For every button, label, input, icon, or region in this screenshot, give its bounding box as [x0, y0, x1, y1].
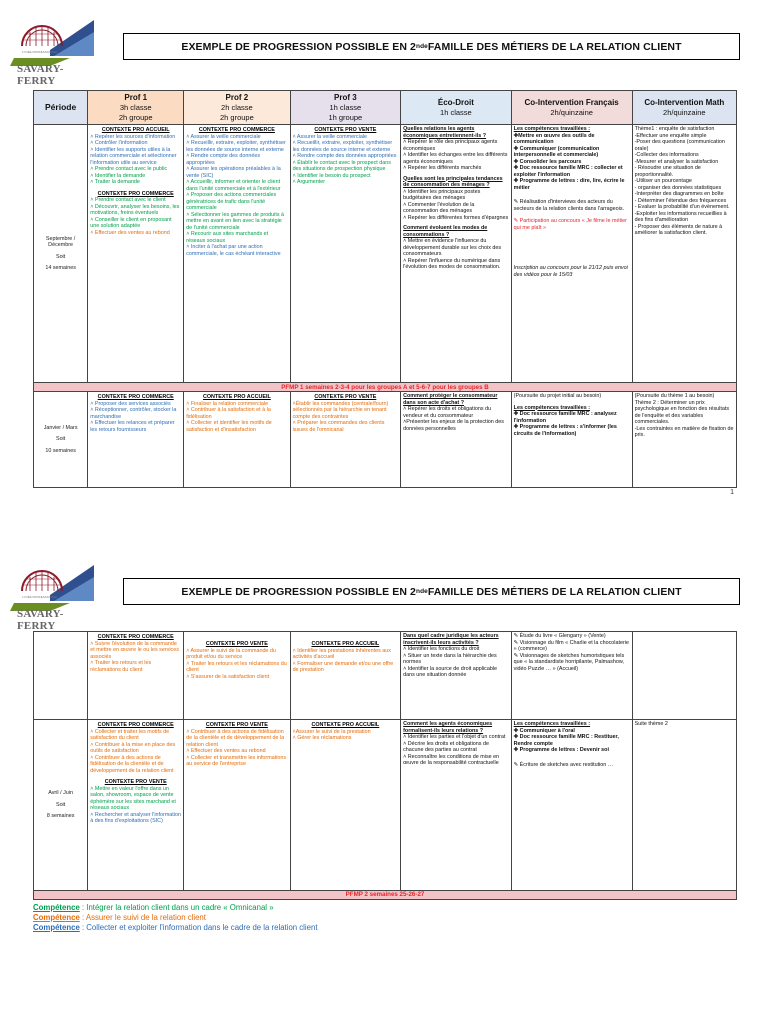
- list-item: ˄ Identifier la demande: [90, 172, 146, 179]
- list-item: ✎ Visionnage du film « Charlie et la chocolaterie » (commerce): [513, 639, 629, 652]
- list-item: ✚ Doc ressource famille MRC : Restituer, Rendre compte: [513, 734, 619, 747]
- prof1-cell: CONTEXTE PRO COMMERCE ˄ Collecter et traiter les motifs de satisfaction du client ˄ Contribuer à la mise en place des outils de satisfaction ˄ Contribuer à des actions de fidélisation de la clientèle et de développement de la relation client CONTEXTE PRO VENTE ˄ Mettre en valeur l'offre dans un salon, showroom, espace de vente éphémère sur les sites marchand et réseaux sociaux ˄ Rechercher et analyser l'information à des fins d'exploitations (SIC): [88, 720, 184, 891]
- list-item: ˄ Effectuer des ventes au rebond: [186, 748, 266, 755]
- table-row: [34, 392, 737, 488]
- period-cell: Avril / Juin Soit 8 semaines: [34, 720, 88, 891]
- co-intervention-francais-cell: (Poursuite du projet initial au besoin) Les compétences travaillées : ✚ Doc ressource famille MRC : analysez l'information ✚ Programme de lettres : s'informer (les circuits de l'information): [511, 392, 632, 488]
- list-item: ˄ Identifier les échanges entre les différents agents économiques: [403, 152, 508, 165]
- co-intervention-math-cell: [632, 632, 736, 720]
- list-item: ˄ Conseiller le client en proposant une solution adaptée: [90, 216, 172, 229]
- list-item: ˄ Identifier les principaux postes budgétaires des ménages: [403, 188, 481, 201]
- list-item: (Poursuite du thème 1 au besoin): [634, 393, 715, 399]
- co-intervention-francais-cell: [511, 632, 632, 720]
- list-item: ˄ S'assurer de la satisfaction client: [186, 673, 270, 680]
- list-item: ˄ Contribuer à des actions de fidélisation de la clientèle et de développement de la relation client: [186, 728, 285, 748]
- list-item: ✚ Programme de lettres : Devenir soi: [513, 747, 609, 754]
- prof2-cell: CONTEXTE PRO ACCUEIL ˄ Finaliser la relation commerciale ˄ Contribuer à la satisfaction et à la fidélisation ˄ Collecter et identifier les motifs de satisfaction et d'insatisfaction: [184, 392, 290, 488]
- pfmp-2-band: PFMP 2 semaines 25-26-27: [34, 890, 737, 899]
- prof3-cell: CONTEXTE PRO VENTE ˄Établir les commandes (centrale/fourn) sélectionnés par la hiérarchie en tenant compte des contraintes ˄ Préparer les commandes des clients issues de l'omnicanal: [290, 392, 401, 488]
- prof3-cell: CONTEXTE PRO ACCUEIL ˄Assurer le suivi de la prestation ˄ Gérer les réclamations: [290, 720, 401, 891]
- eco-droit-cell: Comment protéger le consommateur dans son acte d'achat ? ˄ Repérer les droits et obligations du vendeur et du consommateur ˄Présenter les enjeux de la protection des données personnelles: [401, 392, 512, 488]
- list-item: ˄ Rechercher et analyser l'information à des fins d'exploitations (SIC): [90, 811, 182, 825]
- header-co-intervention-francais: Co-Intervention Français 2h/quinzaine: [511, 91, 632, 125]
- list-item: ˄ Identifier les prestations inhérentes aux activités d'accueil: [292, 647, 391, 660]
- page-2: [0, 545, 768, 1024]
- list-item: ˄ Contribuer à la satisfaction et à la fidélisation: [186, 407, 271, 420]
- list-item: ˄ Décrire les droits et obligations de chacune des parties au contrat: [403, 740, 489, 754]
- list-item: ˄ Repérer les différents marchés: [403, 165, 482, 171]
- co-intervention-math-cell: Suite thème 2: [632, 720, 736, 891]
- progression-table-2: [33, 631, 737, 900]
- list-item: ˄ Réceptionner, contrôler, stocker la marchandise: [90, 407, 177, 420]
- list-item: ✚ Consolider les parcours: [513, 158, 582, 165]
- eco-droit-cell: Comment les agents économiques formalisent-ils leurs relations ? ˄ Identifier les parties et l'objet d'un contrat ˄ Décrire les droits et obligations de chacune des parties au contrat ˄ Reconnaître les conditions de mise en œuvre de la responsabilité contractuelle: [401, 720, 512, 891]
- list-item: ˄ Collecter et identifier les motifs de satisfaction et d'insatisfaction: [186, 420, 272, 433]
- list-item: ˄ Accueillir, informer et orienter le client dans l'unité commerciale et à l'extérieur: [186, 179, 281, 192]
- list-item: ˄ Repérer les différentes formes d'épargnes: [403, 214, 509, 221]
- legend-item-omnicanal: [33, 903, 317, 913]
- list-item: -Utiliser un pourcentage: [634, 178, 692, 184]
- co-intervention-francais-cell: Les compétences travaillées : ✚Mettre en œuvre des outils de communication ✚ Communiquer (communication interpersonnelle et commerciale) ✚ Consolider les parcours ✚ Doc ressource famille MRC : collecter et exploiter l'information ✚ Programme de lettres : dire, lire, écrire le métier ✎ Réalisation d'interviews des acteurs du secteurs de la relation clients dans l'arrageois. ✎ Participation au concours « Je filme le métier qui me plaît » Inscription au concours pour le 21/12 puis envoi des vidéos pour le 15/03: [511, 125, 632, 383]
- list-item: Thème 2 : Déterminer un prix psychologique en fonction des résultats de l'enquête et des variables commerciales.: [634, 399, 730, 425]
- list-item: ˄ Repérer l'influence du numérique dans l'évolution des modes de consommation.: [403, 257, 501, 270]
- list-item: ˄ Recueillir, extraire, exploiter, synthétiser les données de source interne et externe: [292, 140, 393, 153]
- header-prof3: Prof 3 1h classe 1h groupe: [290, 91, 401, 125]
- prof2-cell: CONTEXTE PRO COMMERCE ˄ Assurer la veille commerciale ˄ Recueillir, extraire, exploiter, synthétiser les données de source interne et externe ˄ Rendre compte des données appropriées ˄ Assurer les opérations préalables à la vente (SIC) ˄ Accueillir, informer et orienter le client dans l'unité commerciale et à l'extérieur ˄ Proposer des actions commerciales génératrices de trafic dans l'unité commerciale ˄ Sélectionner les gammes de produits à mettre en avant en lien avec la stratégie de l'unité commerciale ˄ Recourir aux sites marchands et réseaux sociaux ˄ Inciter à l'achat par une action commerciale, le cas échéant interactive: [184, 125, 290, 383]
- header-co-intervention-math: Co-Intervention Math 2h/quinzaine: [632, 91, 736, 125]
- period-cell: Septembre / Décembre Soit 14 semaines: [34, 125, 88, 383]
- list-item: ˄ Établir le contact avec le prospect dans des situations de prospection physique: [292, 159, 391, 172]
- co-intervention-math-cell: [632, 392, 736, 488]
- list-item: ✚ Communiquer à l'oral: [513, 727, 575, 734]
- list-item: ✚Mettre en œuvre des outils de communication: [513, 132, 595, 145]
- list-item: ✚ Doc ressource famille MRC : collecter et exploiter l'information: [513, 165, 623, 178]
- list-item: ˄ Gérer les réclamations: [292, 735, 352, 742]
- header-periode: Période: [34, 91, 88, 125]
- list-item: - Evaluer la probabilité d'un évènement.: [634, 204, 730, 210]
- table-row: [34, 720, 737, 891]
- prof2-cell: CONTEXTE PRO VENTE ˄ Assurer le suivi de la commande du produit et/ou du service ˄ Traiter les retours et les réclamations du client ˄ S'assurer de la satisfaction client: [184, 632, 290, 720]
- legend-text: : Assurer le suivi de la relation client: [79, 913, 206, 922]
- list-item: ˄ Inciter à l'achat par une action commerciale, le cas échéant interactive: [186, 244, 281, 257]
- eco-droit-cell: Quelles relations les agents économiques entretiennent-ils ? ˄ Repérer le rôle des principaux agents économiques ˄ Identifier les échanges entre les différents agents économiques ˄ Repérer les différents marchés Quelles sont les principales tendances de consommation des ménages ? ˄ Identifier les principaux postes budgétaires des ménages ˄ Commenter l'évolution de la consommation des ménages ˄ Repérer les différentes formes d'épargnes Comment évoluent les modes de consommations ? ˄ Mettre en évidence l'influence du développement durable sur les choix des consommateurs ˄ Repérer l'influence du numérique dans l'évolution des modes de consommation.: [401, 125, 512, 383]
- list-item: ˄ Prendre contact avec le client: [90, 197, 166, 203]
- logo-name: SAVARY-FERRY: [17, 63, 64, 87]
- list-item: -Collecter des informations: [634, 152, 699, 158]
- list-item: ✚ Communiquer (communication interpersonnelle et commerciale): [513, 145, 600, 158]
- list-item: ✚ Doc ressource famille MRC : analysez l'information: [513, 411, 617, 424]
- list-item: ˄ Collecter et traiter les motifs de satisfaction du client: [90, 728, 170, 742]
- eco-droit-cell: Dans quel cadre juridique les acteurs inscrivent-ils leurs activités ? ˄ Identifier les fonctions du droit ˄ Situer un texte dans la hiérarchie des normes ˄ Identifier la source de droit applicable dans une situation donnée: [401, 632, 512, 720]
- page-title: EXEMPLE DE PROGRESSION POSSIBLE EN 2 nde FAMILLE DES MÉTIERS DE LA RELATION CLIENT: [123, 33, 740, 60]
- list-item: Thème1 : enquête de satisfaction: [634, 126, 715, 132]
- legend-item-information: [33, 923, 317, 933]
- list-item: ˄ Mettre en évidence l'influence du développement durable sur les choix des consommateurs: [403, 238, 502, 257]
- progression-table-1: [33, 90, 737, 488]
- list-item: ˄ Proposer des services associés: [90, 400, 171, 407]
- list-item: ˄ Préparer les commandes des clients issues de l'omnicanal: [292, 420, 385, 433]
- list-item: ˄ Contribuer à la mise en place des outils de satisfaction: [90, 741, 176, 755]
- list-item: ˄ Traiter la demande: [90, 179, 140, 185]
- list-item: ˄ Effectuer les relances et préparer les retours fournisseurs: [90, 420, 175, 433]
- co-intervention-math-cell: [632, 125, 736, 383]
- school-logo: [10, 555, 96, 632]
- period-cell: Janvier / Mars Soit 10 semaines: [34, 392, 88, 488]
- legend-label: Compétence: [33, 913, 80, 922]
- list-item: ˄ Collecter et transmettre les informations au service de l'entreprise: [186, 754, 287, 768]
- page-title: EXEMPLE DE PROGRESSION POSSIBLE EN 2 nde FAMILLE DES MÉTIERS DE LA RELATION CLIENT: [123, 578, 740, 605]
- logo-school-text: LYCÉE PROFESSIONNEL: [22, 50, 58, 54]
- list-item: ˄ Mettre en valeur l'offre dans un salon, showroom, espace de vente éphémère sur les sites marchand et réseaux sociaux: [90, 785, 176, 812]
- pfmp-1-band: PFMP 1 semaines 2-3-4 pour les groupes A et 5-6-7 pour les groupes B: [34, 383, 737, 392]
- list-item: ˄ Situer un texte dans la hiérarchie des normes: [403, 652, 497, 665]
- table-row: [34, 125, 737, 383]
- list-item: -Exploiter les informations recueillies à des fins d'amélioration: [634, 210, 727, 223]
- list-item: - Déterminer l'étendue des fréquences: [634, 197, 727, 204]
- pfmp-band-row: [34, 383, 737, 392]
- list-item: ˄ Rendre compte des données appropriées: [186, 153, 261, 166]
- list-item: ˄ Repérer le rôle des principaux agents économiques: [403, 139, 498, 152]
- list-item: ˄ Identifier le besoin du prospect: [292, 172, 371, 179]
- legend-label: Compétence: [33, 923, 80, 932]
- list-item: ˄ Assurer la veille commerciale: [186, 133, 261, 140]
- list-item: -Les contraintes en matière de fixation de prix.: [634, 425, 734, 438]
- list-item: - Proposer des éléments de nature à améliorer la satisfaction client.: [634, 223, 723, 236]
- list-item: ˄ Commenter l'évolution de la consommation des ménages: [403, 201, 475, 214]
- list-item: ˄ Découvrir, analyser les besoins, les motivations, freins éventuels: [90, 203, 180, 216]
- list-item: ˄ Recueillir, extraire, exploiter, synthétiser les données de source interne et externe: [186, 140, 286, 153]
- table-row: [34, 632, 737, 720]
- list-item: -Mesurer et analyser la satisfaction: [634, 158, 719, 165]
- list-item: ˄Établir les commandes (centrale/fourn) sélectionnés par la hiérarchie en tenant compte des contraintes: [292, 400, 389, 420]
- period-cell: [34, 632, 88, 720]
- logo-emblem-icon: [10, 555, 96, 611]
- list-item: ˄ Traiter les retours et les réclamations du client: [186, 660, 287, 673]
- prof3-cell: CONTEXTE PRO VENTE ˄ Assurer la veille commerciale ˄ Recueillir, extraire, exploiter, synthétiser les données de source interne et externe ˄ Rendre compte des données appropriées ˄ Établir le contact avec le prospect dans des situations de prospection physique ˄ Identifier le besoin du prospect ˄ Argumenter: [290, 125, 401, 383]
- list-item: ˄ Finaliser la relation commerciale: [186, 400, 269, 407]
- list-item: ˄ Identifier la source de droit applicable dans une situation donnée: [403, 665, 498, 678]
- list-item: ✎ Visionnages de sketches humoristiques tels que « la standardiste horripilante, Palmashow, vidéo Puzzle … » (Accueil): [513, 652, 625, 672]
- list-item: ˄ Traiter les retours et les réclamations du client: [90, 660, 152, 673]
- prof1-cell: CONTEXTE PRO COMMERCE ˄ Suivre l'évolution de la commande et mettre en œuvre le ou les services associés ˄ Traiter les retours et les réclamations du client: [88, 632, 184, 720]
- header-prof2: Prof 2 2h classe 2h groupe: [184, 91, 290, 125]
- list-item: ˄ Recourir aux sites marchands et réseaux sociaux: [186, 231, 269, 244]
- list-item: ˄ Identifier les fonctions du droit: [403, 646, 480, 652]
- header-row: [34, 91, 737, 125]
- header-prof1: Prof 1 3h classe 2h groupe: [88, 91, 184, 125]
- logo-school-text: LYCÉE PROFESSIONNEL: [22, 595, 58, 599]
- list-item: ˄ Assurer la veille commerciale: [292, 133, 368, 140]
- list-item: ✚ Programme de lettres : s'informer (les circuits de l'information): [513, 424, 617, 437]
- legend-label: Compétence: [33, 903, 80, 912]
- list-item: ˄ Argumenter: [292, 179, 326, 185]
- page-number: 1: [730, 489, 734, 496]
- list-item: ˄ Assurer les opérations préalables à la vente (SIC): [186, 166, 281, 179]
- school-logo: [10, 10, 96, 87]
- list-item: ˄ Reconnaître les conditions de mise en œuvre de la responsabilité contractuelle: [403, 753, 500, 767]
- list-item: -Poser des questions (communication orale): [634, 139, 725, 152]
- prof1-cell: CONTEXTE PRO ACCUEIL ˄ Repérer les sources d'information ˄ Contrôler l'information ˄ Identifier les supports utiles à la relation commerciale et sélectionner l'information utile au service ˄ Prendre contact avec le public ˄ Identifier la demande ˄ Traiter la demande CONTEXTE PRO COMMERCE ˄ Prendre contact avec le client ˄ Découvrir, analyser les besoins, les motivations, freins éventuels ˄ Conseiller le client en proposant une solution adaptée ˄ Effectuer des ventes au rebond: [88, 125, 184, 383]
- prof1-cell: CONTEXTE PRO COMMERCE ˄ Proposer des services associés ˄ Réceptionner, contrôler, stocker la marchandise ˄ Effectuer les relances et préparer les retours fournisseurs: [88, 392, 184, 488]
- logo-emblem-icon: [10, 10, 96, 66]
- list-item: ˄ Rendre compte des données appropriées: [292, 153, 397, 159]
- legend-text: : Collecter et exploiter l'information dans le cadre de la relation client: [79, 923, 318, 932]
- list-item: ˄ Suivre l'évolution de la commande et mettre en œuvre le ou les services associés: [90, 640, 179, 660]
- list-item: ˄ Effectuer des ventes au rebond: [90, 229, 170, 236]
- list-item: ˄Présenter les enjeux de la protection des données personnelles: [403, 419, 504, 432]
- list-item: ✚ Programme de lettres : dire, lire, écrire le métier: [513, 178, 625, 191]
- list-item: ˄Assurer le suivi de la prestation: [292, 728, 371, 735]
- list-item: - Résoudre une situation de proportionnalité.: [634, 165, 701, 178]
- prof3-cell: CONTEXTE PRO ACCUEIL ˄ Identifier les prestations inhérentes aux activités d'accueil ˄ Formaliser une demande et/ou une offre de prestation: [290, 632, 401, 720]
- list-item: ˄ Repérer les sources d'information: [90, 133, 176, 140]
- list-item: -Interpréter des diagrammes en boîte: [634, 191, 724, 197]
- competence-legend: [33, 903, 317, 933]
- pfmp-band-row: [34, 890, 737, 899]
- prof2-cell: CONTEXTE PRO VENTE ˄ Contribuer à des actions de fidélisation de la clientèle et de développement de la relation client ˄ Effectuer des ventes au rebond ˄ Collecter et transmettre les informations au service de l'entreprise: [184, 720, 290, 891]
- list-item: ˄ Sélectionner les gammes de produits à mettre en avant en lien avec la stratégie de l'unité commerciale: [186, 211, 285, 231]
- list-item: -Effectuer une enquête simple: [634, 132, 707, 139]
- logo-name: SAVARY-FERRY: [17, 608, 64, 632]
- list-item: ˄ Contrôler l'information: [90, 140, 148, 146]
- legend-text: : Intégrer la relation client dans un cadre « Omnicanal »: [79, 903, 274, 912]
- list-item: ˄ Identifier les parties et l'objet d'un contrat: [403, 734, 506, 741]
- list-item: ˄ Prendre contact avec le public: [90, 166, 168, 172]
- header-eco-droit: Éco-Droit 1h classe: [401, 91, 512, 125]
- list-item: ˄ Repérer les droits et obligations du vendeur et du consommateur: [403, 406, 492, 419]
- legend-item-suivi: [33, 913, 317, 923]
- list-item: ˄ Proposer des actions commerciales génératrices de trafic dans l'unité commerciale: [186, 192, 277, 211]
- list-item: - organiser des données statistiques: [634, 184, 722, 191]
- list-item: ˄ Formaliser une demande et/ou une offre de prestation: [292, 660, 394, 673]
- co-intervention-francais-cell: Les compétences travaillées : ✚ Communiquer à l'oral ✚ Doc ressource famille MRC : Restituer, Rendre compte ✚ Programme de lettres : Devenir soi ✎ Écriture de sketches avec restitution …: [511, 720, 632, 891]
- list-item: ˄ Contribuer à des actions de fidélisation de la clientèle et de développement de la relation client: [90, 754, 174, 774]
- list-item: ✎ Étude du livre « Glengarry » (Vente): [513, 633, 606, 639]
- list-item: ˄ Assurer le suivi de la commande du produit et/ou du service: [186, 647, 276, 660]
- list-item: ˄ Identifier les supports utiles à la relation commerciale et sélectionner l'information utile au service: [90, 146, 177, 166]
